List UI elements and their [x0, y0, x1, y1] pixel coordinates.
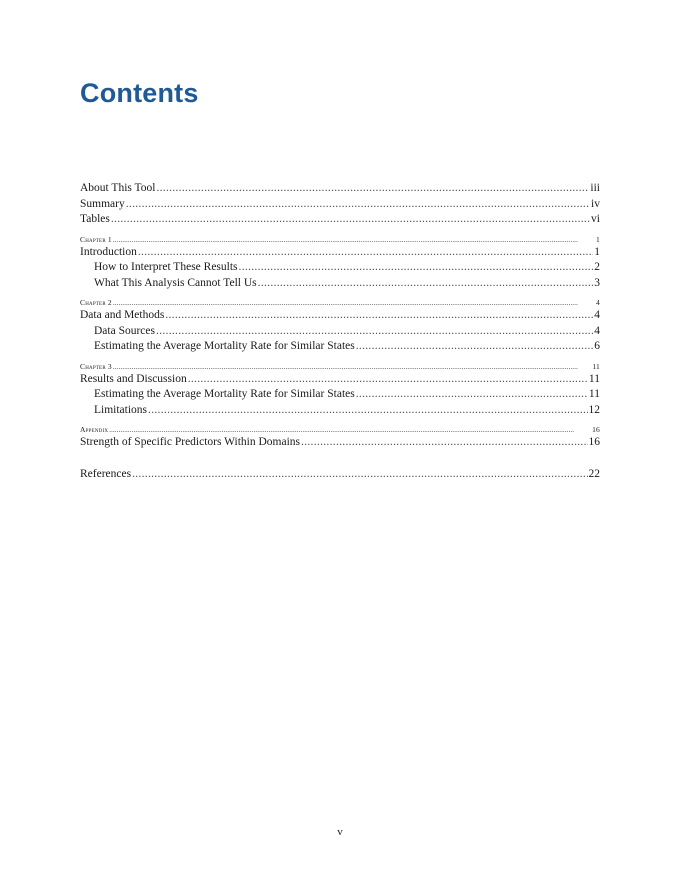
toc-entry[interactable]: [80, 403, 600, 419]
table-of-contents: [80, 181, 600, 482]
dot-leader: [156, 324, 593, 340]
toc-entry-page: 4: [594, 309, 600, 321]
toc-entry-page: 3: [594, 276, 600, 289]
toc-entry-page: 1: [596, 234, 600, 244]
toc-entry-page: 6: [594, 340, 600, 352]
toc-chapter-heading[interactable]: [80, 297, 600, 308]
toc-chapter-heading[interactable]: [80, 424, 600, 435]
toc-entry-page: 11: [588, 388, 600, 400]
toc-entry-page: iii: [590, 182, 600, 194]
toc-entry-page: 22: [588, 467, 600, 480]
toc-entry-page: vi: [591, 213, 600, 225]
dot-leader: [111, 212, 590, 228]
toc-entry-label: Data Sources: [94, 324, 155, 337]
toc-entry[interactable]: [80, 324, 600, 340]
toc-entry-label: Appendix: [80, 425, 109, 434]
dot-leader: [156, 181, 589, 197]
toc-entry-page: 16: [588, 436, 600, 448]
toc-entry-page: 12: [588, 403, 600, 416]
dot-leader: [138, 245, 593, 261]
toc-entry-page: iv: [591, 197, 600, 210]
toc-entry[interactable]: [80, 260, 600, 276]
toc-entry-page: 4: [596, 298, 600, 307]
toc-entry-label: Estimating the Average Mortality Rate for Similar States: [94, 388, 355, 400]
dot-leader: [239, 260, 594, 276]
toc-entry[interactable]: [80, 197, 600, 213]
toc-entry-page: 1: [594, 245, 600, 258]
toc-entry-label: Estimating the Average Mortality Rate for Similar States: [94, 340, 355, 352]
toc-entry-label: Strength of Specific Predictors Within Domains: [80, 436, 301, 448]
toc-entry-label: Tables: [80, 213, 110, 225]
toc-chapter-heading[interactable]: [80, 234, 600, 245]
toc-entry[interactable]: [80, 372, 600, 388]
dot-leader: [188, 372, 588, 388]
toc-entry[interactable]: [80, 212, 600, 228]
toc-entry-page: 4: [594, 324, 600, 337]
toc-entry-label: Chapter 2: [80, 298, 112, 307]
toc-entry-label: Limitations: [94, 403, 148, 416]
dot-leader: [126, 197, 590, 213]
toc-entry-page: 16: [592, 425, 600, 434]
toc-entry[interactable]: [80, 387, 600, 403]
page-number: v: [337, 826, 343, 838]
toc-entry[interactable]: [80, 435, 600, 451]
toc-entry-label: What This Analysis Cannot Tell Us: [94, 276, 257, 289]
dot-leader: [132, 467, 587, 483]
toc-chapter-heading[interactable]: [80, 361, 600, 372]
dot-leader: [113, 361, 592, 372]
toc-entry-label: How to Interpret These Results: [94, 261, 238, 273]
toc-entry-label: Results and Discussion: [80, 372, 187, 385]
toc-entry-label: Data and Methods: [80, 309, 165, 321]
toc-entry-label: About This Tool: [80, 182, 156, 194]
toc-entry-page: 11: [592, 361, 600, 371]
toc-entry-label: References: [80, 467, 132, 480]
toc-entry-label: Summary: [80, 197, 125, 210]
toc-entry-label: Chapter 3: [80, 361, 112, 371]
dot-leader: [148, 403, 587, 419]
dot-leader: [356, 387, 588, 403]
dot-leader: [113, 234, 595, 245]
toc-entry[interactable]: [80, 339, 600, 355]
toc-entry-page: 11: [588, 372, 600, 385]
toc-entry[interactable]: [80, 308, 600, 324]
dot-leader: [258, 276, 594, 292]
dot-leader: [109, 424, 591, 435]
toc-entry-label: Introduction: [80, 245, 137, 258]
toc-entry[interactable]: [80, 181, 600, 197]
toc-entry-page: 2: [594, 261, 600, 273]
dot-leader: [113, 297, 595, 308]
toc-entry-label: Chapter 1: [80, 234, 112, 244]
dot-leader: [165, 308, 593, 324]
toc-entry[interactable]: [80, 467, 600, 483]
dot-leader: [301, 435, 587, 451]
dot-leader: [356, 339, 594, 355]
toc-entry[interactable]: [80, 276, 600, 292]
toc-entry[interactable]: [80, 245, 600, 261]
page-title: Contents: [80, 78, 199, 108]
